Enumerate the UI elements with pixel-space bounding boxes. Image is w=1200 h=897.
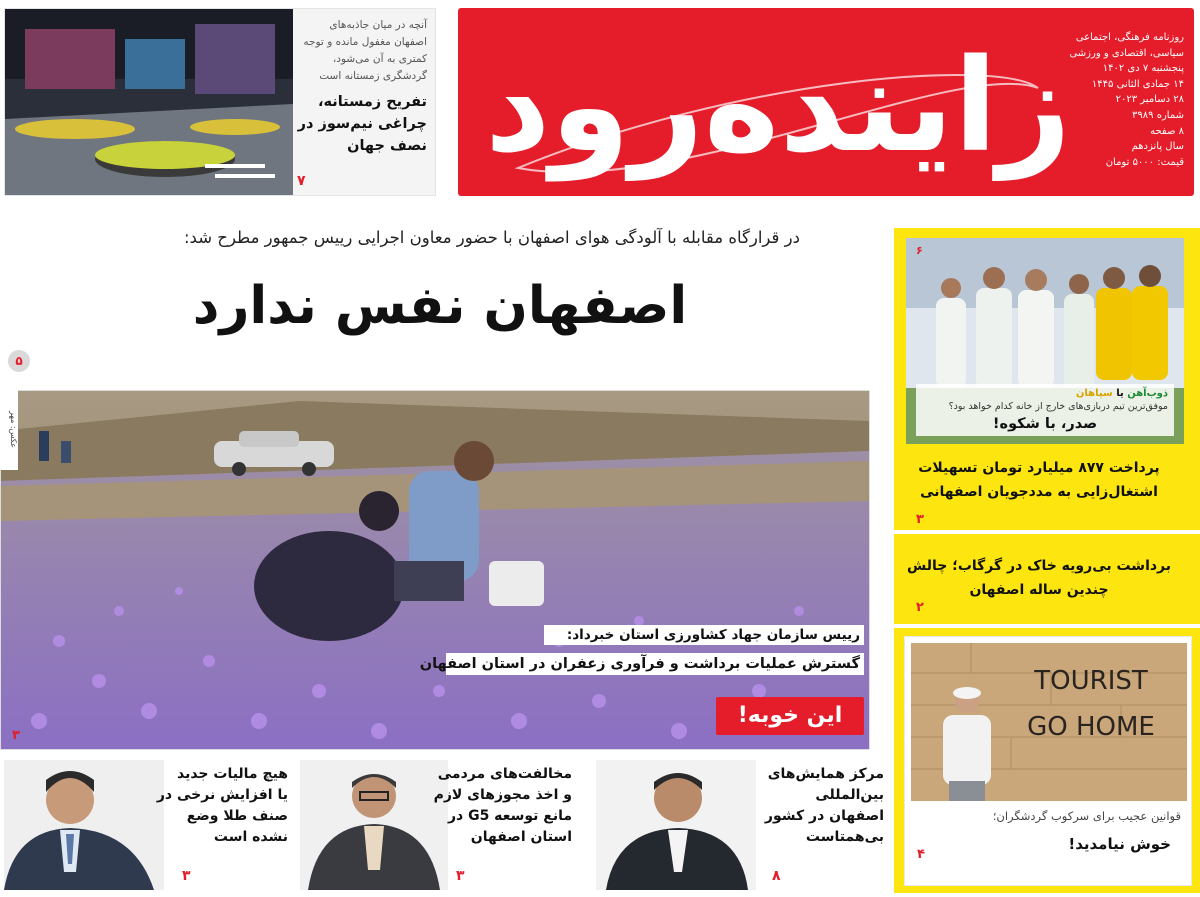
- team-b: سپاهان: [1075, 388, 1113, 399]
- story-line: اصفهان در کشور: [764, 808, 884, 824]
- sport-caption: [916, 384, 1174, 436]
- story-line: یا افزایش نرخی در: [156, 787, 288, 803]
- sidebar-item-loan[interactable]: [894, 456, 1200, 504]
- main-kicker: در قرارگاه مقابله با آلودگی هوای اصفهان با حضور معاون اجرایی رییس جمهور مطرح شد:: [184, 228, 800, 247]
- connector: یا: [1116, 388, 1124, 399]
- masthead-info: [1069, 30, 1184, 170]
- story-line: بین‌المللی: [815, 787, 884, 803]
- page-number: ۳: [12, 728, 20, 743]
- page-number: ۷: [297, 173, 306, 189]
- side-headline: برداشت بی‌رویه خاک در گرگاب؛ چالش چندین ساله اصفهان: [906, 558, 1172, 598]
- info-line: سال پانزدهم: [1131, 141, 1184, 153]
- info-line: ۱۴ جمادی الثانی ۱۴۴۵: [1091, 78, 1184, 90]
- saffron-photo: [0, 390, 870, 750]
- info-line: روزنامه فرهنگی، اجتماعی: [1075, 32, 1184, 43]
- sidebar-item-harvest[interactable]: [894, 554, 1200, 602]
- story-line: مخالفت‌های مردمی: [437, 766, 572, 782]
- story-line: مانع توسعه G5 در: [447, 808, 572, 824]
- saffron-kicker: رییس سازمان جهاد کشاورزی استان خبرداد:: [544, 625, 864, 645]
- page-number: ۶: [916, 244, 923, 257]
- story-line: استان اصفهان: [470, 829, 572, 845]
- side-headline: پرداخت ۸۷۷ میلیارد تومان تسهیلات اشتغال‌زایی به مددجویان اصفهانی: [918, 460, 1160, 500]
- teaser-headline: تفریح زمستانه، چراغی نیم‌سوز در نصف جهان: [297, 94, 427, 154]
- story-photo: [4, 760, 164, 890]
- info-line: قیمت: ۵۰۰۰ تومان: [1105, 156, 1184, 168]
- sport-question: موفق‌ترین تیم دربازی‌های خارج از خانه کدام خواهد بود؟: [948, 401, 1168, 412]
- info-line: ۸ صفحه: [1150, 125, 1184, 137]
- sport-headline: صدر، با شکوه!: [992, 416, 1098, 432]
- teaser-photo: [5, 9, 293, 195]
- page-number: ۳: [456, 868, 465, 884]
- tourist-kicker: قوانین عجیب برای سرکوب گردشگران؛: [992, 809, 1181, 823]
- page-number: ۵: [8, 350, 30, 372]
- photo-credit: عکس: مهر: [0, 390, 18, 470]
- saffron-badge[interactable]: این خوبه!: [716, 697, 864, 735]
- story-photo: [300, 760, 448, 890]
- sidebar-item-tourist[interactable]: [904, 636, 1192, 886]
- page-number: ۲: [916, 600, 924, 615]
- sport-kicker: [922, 388, 1168, 399]
- info-line: شماره ۳۹۸۹: [1132, 109, 1184, 121]
- story-line: بی‌همتاست: [805, 829, 884, 845]
- story-line: و اخذ مجوزهای لازم: [433, 787, 572, 803]
- story-line: مرکز همایش‌های: [767, 766, 884, 782]
- page-number: ۴: [917, 847, 925, 862]
- logo-text: زاینده‌رود: [484, 32, 1072, 181]
- team-a: ذوب‌آهن: [1127, 388, 1168, 399]
- story-photo: [596, 760, 756, 890]
- story-text: [157, 764, 288, 848]
- divider: [894, 624, 1200, 628]
- teaser-text: [295, 17, 427, 157]
- page-number: ۸: [772, 868, 781, 884]
- info-line: سیاسی، اقتصادی و ورزشی: [1069, 47, 1184, 59]
- tourist-photo: [911, 643, 1187, 801]
- story-line: هیچ مالیات جدید: [176, 766, 288, 782]
- story-g5-development[interactable]: [300, 758, 572, 890]
- sport-photo[interactable]: [906, 238, 1184, 444]
- story-line: صنف طلا وضع: [186, 808, 288, 824]
- story-text: [765, 764, 884, 848]
- teaser-intro: آنچه در میان جاذبه‌های اصفهان مغفول مانده و توجه کمتری به آن می‌شود، گردشگری زمستانه است: [303, 19, 427, 82]
- teaser-winter-fun[interactable]: [4, 8, 436, 196]
- info-line: پنجشنبه ۷ دی ۱۴۰۲: [1102, 63, 1184, 75]
- masthead-logo: [478, 18, 1076, 188]
- info-line: ۲۸ دسامبر ۲۰۲۳: [1115, 94, 1184, 106]
- page-number: ۳: [182, 868, 191, 884]
- main-headline[interactable]: اصفهان نفس ندارد: [192, 276, 688, 336]
- graffiti-line: GO HOME: [1027, 712, 1155, 742]
- divider: [894, 530, 1200, 534]
- graffiti-line: TOURIST: [1034, 666, 1148, 696]
- tourist-headline: خوش نیامدید!: [1068, 835, 1171, 853]
- sidebar: [894, 228, 1200, 893]
- story-text: [434, 764, 572, 848]
- story-gold-tax[interactable]: [4, 758, 288, 890]
- masthead: [458, 8, 1194, 196]
- story-convention-center[interactable]: [596, 758, 884, 890]
- story-line: نشده است: [213, 829, 288, 845]
- saffron-headline[interactable]: گسترش عملیات برداشت و فرآوری زعفران در استان اصفهان: [446, 653, 864, 675]
- page-number: ۳: [916, 512, 924, 527]
